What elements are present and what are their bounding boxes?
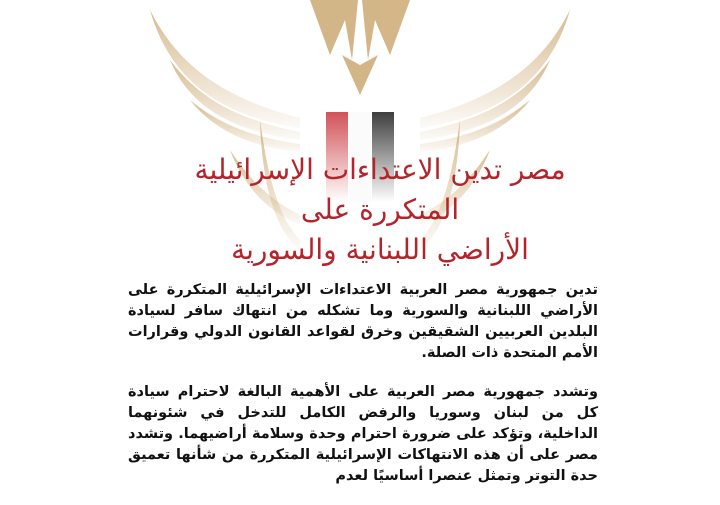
headline-line-1: مصر تدين الاعتداءات الإسرائيلية المتكررة على bbox=[194, 153, 566, 226]
paragraph-1: تدين جمهورية مصر العربية الاعتداءات الإسرائيلية المتكررة على الأراضي اللبنانية والسورية وما تشكله من انتهاك سافر لسيادة البلدين العربيين الشقيقين وخرق لقواعد القانون الدولي وقرارات الأمم المتحدة ذات الصلة. bbox=[128, 282, 598, 361]
headline-line-2: الأراضي اللبنانية والسورية bbox=[231, 233, 529, 266]
statement-body bbox=[128, 280, 598, 505]
paragraph-2: وتشدد جمهورية مصر العربية على الأهمية البالغة لاحترام سيادة كل من لبنان وسوريا والرفض الكامل للتدخل في شئونهما الداخلية، وتؤكد على ضرورة احترام وحدة وسلامة أراضيهما. وتشدد مصر على أن هذه الانتهاكات الإسرائيلية المتكررة من شأنها تعميق حدة التوتر وتمثل عنصرا أساسيًا لعدم bbox=[128, 384, 598, 484]
headline bbox=[150, 150, 610, 270]
